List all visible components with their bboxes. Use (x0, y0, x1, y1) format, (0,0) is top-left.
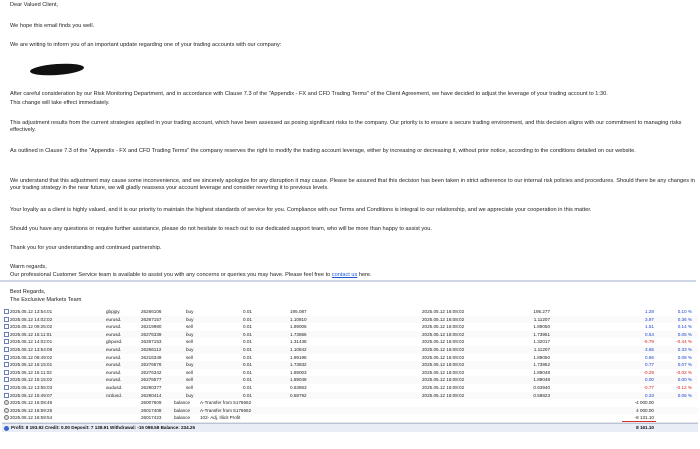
trade-type: buy (186, 331, 194, 337)
paragraph-update: We are writing to inform you of an important update regarding one of your trading accounts with our company: (10, 42, 282, 48)
balance-time: 2025.05.12 16:59:54 (10, 415, 53, 421)
trade-icon (4, 317, 9, 322)
balance-time: 2025.05.12 16:59:25 (10, 407, 53, 413)
trade-icon (4, 324, 9, 329)
balance-comment: A-Transfer from 5176662 (200, 407, 252, 413)
balance-comment: 102- Adj. Illicit Profit (200, 415, 241, 421)
trade-symbol: eurusd. (106, 362, 122, 368)
trade-close-time: 2025.05.12 16:08:02 (422, 309, 465, 314)
trade-profit: -0.77 (643, 385, 654, 390)
trade-volume: 0.01 (243, 369, 252, 375)
grid-header-line (0, 280, 696, 282)
trade-open-price: 1.10842 (290, 347, 307, 352)
summary-icon (4, 426, 9, 431)
trade-icon (4, 377, 9, 382)
summary-text: Profit: 8 193.92 Credit: 0.00 Deposit: 7 138.91 Withdrawal: -15 098.58 Balance: 234.25 (11, 425, 196, 430)
trade-profit: 0.00 (645, 377, 654, 383)
paragraph-thanks: Thank you for your understanding and continued partnership. (10, 245, 162, 251)
trade-volume: 0.01 (243, 362, 252, 368)
trade-icon (4, 393, 9, 398)
paragraph-reason: This adjustment results from the current strategies applied in your trading account, which have been assessed as posing significant risks to the company. Our priority is to ensure a secure trading environment, and this decision aligns with our commitment to managing risks effectively. (10, 120, 682, 133)
trade-close-price: 0.58823 (533, 392, 550, 398)
trade-close-price: 1.89048 (533, 377, 550, 383)
trade-volume: 0.01 (243, 392, 252, 398)
trade-profit: -0.29 (643, 369, 654, 375)
balance-type: balance (174, 400, 191, 406)
trade-close-time: 2025.05.12 16:08:02 (422, 392, 465, 398)
trade-volume: 0.01 (243, 354, 252, 360)
trade-close-time: 2025.05.12 16:08:02 (422, 377, 465, 383)
trade-type: buy (186, 392, 194, 398)
trade-percent: -0.12 % (676, 385, 692, 390)
trade-open-price: 1.89196 (290, 354, 307, 360)
trade-ticket: 26280414 (141, 392, 162, 398)
trade-volume: 0.01 (243, 331, 252, 337)
trade-close-price: 1.73951 (533, 331, 550, 337)
trade-time: 2025.05.12 15:11:01 (10, 331, 52, 337)
greeting: Dear Valued Client, (10, 2, 59, 8)
balance-icon (4, 408, 9, 413)
trade-close-price: 1.11207 (533, 316, 550, 322)
balance-amount: -4 000.00 (634, 400, 654, 406)
trade-percent: 0.07 % (677, 362, 692, 368)
trade-ticket: 26216349 (141, 354, 162, 360)
trade-symbol: gbpjpy. (106, 309, 121, 314)
trade-profit: -5.79 (643, 339, 654, 345)
trade-close-price: 1.11207 (533, 347, 550, 352)
trade-type: buy (186, 362, 194, 368)
trade-symbol: eurusd. (106, 354, 122, 360)
trade-close-price: 1.89048 (533, 369, 550, 375)
trade-open-price: 1.31438 (290, 339, 307, 345)
trade-percent: 0.00 % (677, 377, 692, 383)
trade-icon (4, 339, 9, 344)
trade-percent: 0.06 % (677, 392, 692, 398)
trade-time: 2025.05.12 15:49:07 (10, 392, 53, 398)
trade-close-time: 2025.05.12 16:08:02 (422, 331, 465, 337)
paragraph-loyalty: Your loyalty as a client is highly valued, and it is our priority to maintain the highest standards of service for you. Compliance with our Terms and Conditions is integral to our relationship, and we appreciate your cooperation in this matter. (10, 207, 592, 213)
trade-close-price: 1.73952 (533, 362, 550, 368)
trade-percent: 0.14 % (677, 324, 692, 330)
paragraph-effective: This change will take effect immediately. (10, 100, 110, 106)
balance-type: balance (174, 407, 191, 413)
trade-symbol: audusd. (106, 385, 123, 390)
trade-close-time: 2025.05.12 16:08:02 (422, 324, 465, 330)
trade-time: 2025.05.12 15:15:02 (10, 377, 53, 383)
trade-icon (4, 362, 9, 367)
trade-symbol: gbpusd. (106, 339, 123, 345)
trade-percent: 0.36 % (677, 316, 692, 322)
trade-ticket: 26276342 (141, 369, 162, 375)
balance-icon (4, 415, 9, 420)
trade-icon (4, 355, 9, 360)
trade-ticket: 26266113 (141, 347, 162, 352)
trade-open-price: 1.89003 (290, 369, 307, 375)
trade-open-price: 1.73866 (290, 331, 307, 337)
trade-open-price: 1.10810 (290, 316, 307, 322)
trade-icon (4, 370, 9, 375)
balance-amount: 4 000.00 (636, 407, 654, 413)
trade-percent: 0.08 % (677, 354, 692, 360)
trade-profit: 3.97 (645, 316, 654, 322)
trade-time: 2025.05.12 14:02:01 (10, 339, 53, 345)
trade-volume: 0.01 (243, 309, 252, 314)
paragraph-apology: We understand that this adjustment may cause some inconvenience, and we sincerely apologize for any disruption it may cause. Please be assured that this decision has been taken in strict adherence to our internal risk policies and procedures. Should there be any changes in your trading strategy in the near future, we will gladly reassess your account leverage and consider reverting it to previous levels. (10, 178, 695, 191)
trade-close-price: 1.89050 (533, 354, 550, 360)
trade-open-price: 1.89048 (290, 377, 307, 383)
balance-time: 2025.05.12 16:08:46 (10, 400, 53, 406)
balance-ticket: 26017423 (141, 415, 162, 421)
trade-symbol: nzdusd. (106, 392, 123, 398)
trade-ticket: 26266106 (141, 309, 162, 314)
trade-ticket: 26276339 (141, 331, 162, 337)
trade-time: 2025.05.12 13:55:03 (10, 385, 53, 390)
trade-profit: 0.33 (645, 392, 654, 398)
paragraph-leverage: After careful consideration by our Risk Monitoring Department, and in accordance with Clause 7.3 of the "Appendix - FX and CFD Trading Terms" of the Client Agreement, we have decided to adjust the leverage of your trading account to 1:30. (10, 91, 608, 97)
trade-volume: 0.01 (243, 385, 252, 390)
trade-type: sell (186, 324, 193, 330)
trade-volume: 0.01 (243, 324, 252, 330)
trade-profit: 0.86 (645, 354, 654, 360)
trade-time: 2025.05.12 08:49:02 (10, 354, 53, 360)
trade-ticket: 26267153 (141, 339, 162, 345)
trade-time: 2025.05.12 15:15:01 (10, 362, 53, 368)
trade-close-price: 0.63940 (533, 385, 550, 390)
trade-profit: 1.51 (645, 324, 654, 330)
trade-type: sell (186, 339, 193, 345)
trade-close-time: 2025.05.12 16:08:02 (422, 354, 465, 360)
paragraph-regards: Warm regards, (10, 264, 47, 270)
trade-icon (4, 347, 9, 352)
balance-amount: -8 131.10 (634, 415, 654, 421)
trade-volume: 0.01 (243, 377, 252, 383)
trade-percent: 0.05 % (677, 331, 692, 337)
trade-type: buy (186, 316, 194, 322)
trade-icon (4, 309, 9, 314)
trade-open-price: 1.73832 (290, 362, 307, 368)
trade-profit: 0.77 (645, 362, 654, 368)
trade-symbol: eurusd. (106, 377, 122, 383)
trade-time: 2025.05.12 15:11:02 (10, 369, 52, 375)
trade-time: 2025.05.12 13:54:08 (10, 347, 53, 352)
trade-open-price: 1.89006 (290, 324, 307, 330)
trade-close-time: 2025.05.12 16:08:02 (422, 385, 465, 390)
balance-ticket: 26017408 (141, 407, 162, 413)
trade-profit: 0.54 (645, 331, 654, 337)
signature-team: The Exclusive Markets Team (10, 297, 82, 303)
paragraph-clause: As outlined in Clause 7.3 of the "Appendix - FX and CFD Trading Terms" the company reserves the right to modify the trading account leverage, either by increasing or decreasing it, without prior notice, according to the conditions detailed on our website. (10, 148, 636, 154)
signature-regards: Best Regards, (10, 289, 46, 295)
trade-symbol: eurusd. (106, 331, 122, 337)
paragraph-questions: Should you have any questions or require further assistance, please do not hesitate to reach out to our dedicated support team, who will be more than happy to assist you. (10, 226, 432, 232)
trade-close-time: 2025.05.12 16:08:02 (422, 362, 465, 368)
summary-footer (2, 423, 698, 432)
trade-type: sell (186, 354, 193, 360)
trade-close-price: 1.89050 (533, 324, 550, 330)
trade-time: 2025.05.12 13:54:01 (10, 309, 53, 314)
trade-volume: 0.01 (243, 339, 252, 345)
balance-icon (4, 400, 9, 405)
trade-close-time: 2025.05.12 16:08:02 (422, 339, 465, 345)
trade-close-price: 1.32017 (533, 339, 550, 345)
trade-close-price: 195.277 (533, 309, 550, 314)
summary-total: 8 161.10 (636, 425, 654, 430)
trade-type: buy (186, 347, 194, 352)
trade-ticket: 26276576 (141, 362, 162, 368)
contact-text: Our professional Customer Service team is available to assist you with any concerns or queries you may have. Please feel free to (10, 272, 332, 278)
trade-close-time: 2025.05.12 16:08:02 (422, 347, 465, 352)
trade-icon (4, 385, 9, 390)
paragraph-contact (10, 272, 695, 279)
trade-ticket: 26219980 (141, 324, 162, 330)
trade-ticket: 26276577 (141, 377, 162, 383)
trade-open-price: 195.087 (290, 309, 307, 314)
trade-percent: 0.33 % (677, 347, 692, 352)
trade-type: buy (186, 309, 194, 314)
balance-type: balance (174, 415, 191, 421)
trade-ticket: 26267157 (141, 316, 162, 322)
trade-open-price: 0.58792 (290, 392, 307, 398)
trade-volume: 0.01 (243, 347, 252, 352)
trade-symbol: eurusd. (106, 369, 122, 375)
contact-text-end: here. (357, 272, 372, 278)
trade-percent: 0.10 % (677, 309, 692, 314)
trade-percent: -0.44 % (676, 339, 692, 345)
trade-type: sell (186, 377, 193, 383)
trade-ticket: 26280377 (141, 385, 162, 390)
trade-volume: 0.01 (243, 316, 252, 322)
trade-icon (4, 332, 9, 337)
trade-profit: 3.65 (645, 347, 654, 352)
paragraph-intro: We hope this email finds you well. (10, 23, 95, 29)
trade-close-time: 2025.05.12 16:08:02 (422, 316, 465, 322)
trade-type: sell (186, 385, 193, 390)
contact-us-link[interactable]: contact us (331, 272, 358, 278)
balance-row[interactable] (2, 414, 698, 423)
balance-comment: A-Transfer from 5176662 (200, 400, 252, 406)
trade-open-price: 0.63863 (290, 385, 307, 390)
trade-time: 2025.05.12 14:02:02 (10, 316, 53, 322)
redacted-account-number (30, 62, 85, 77)
trade-symbol: eurusd. (106, 347, 122, 352)
trade-percent: -0.02 % (676, 369, 692, 375)
trade-type: sell (186, 369, 193, 375)
trade-time: 2025.05.12 09:25:02 (10, 324, 53, 330)
trade-close-time: 2025.05.12 16:08:02 (422, 369, 465, 375)
trade-symbol: eurusd. (106, 316, 122, 322)
trade-symbol: eurusd. (106, 324, 122, 330)
trade-profit: 1.28 (645, 309, 654, 314)
balance-ticket: 26007609 (141, 400, 162, 406)
